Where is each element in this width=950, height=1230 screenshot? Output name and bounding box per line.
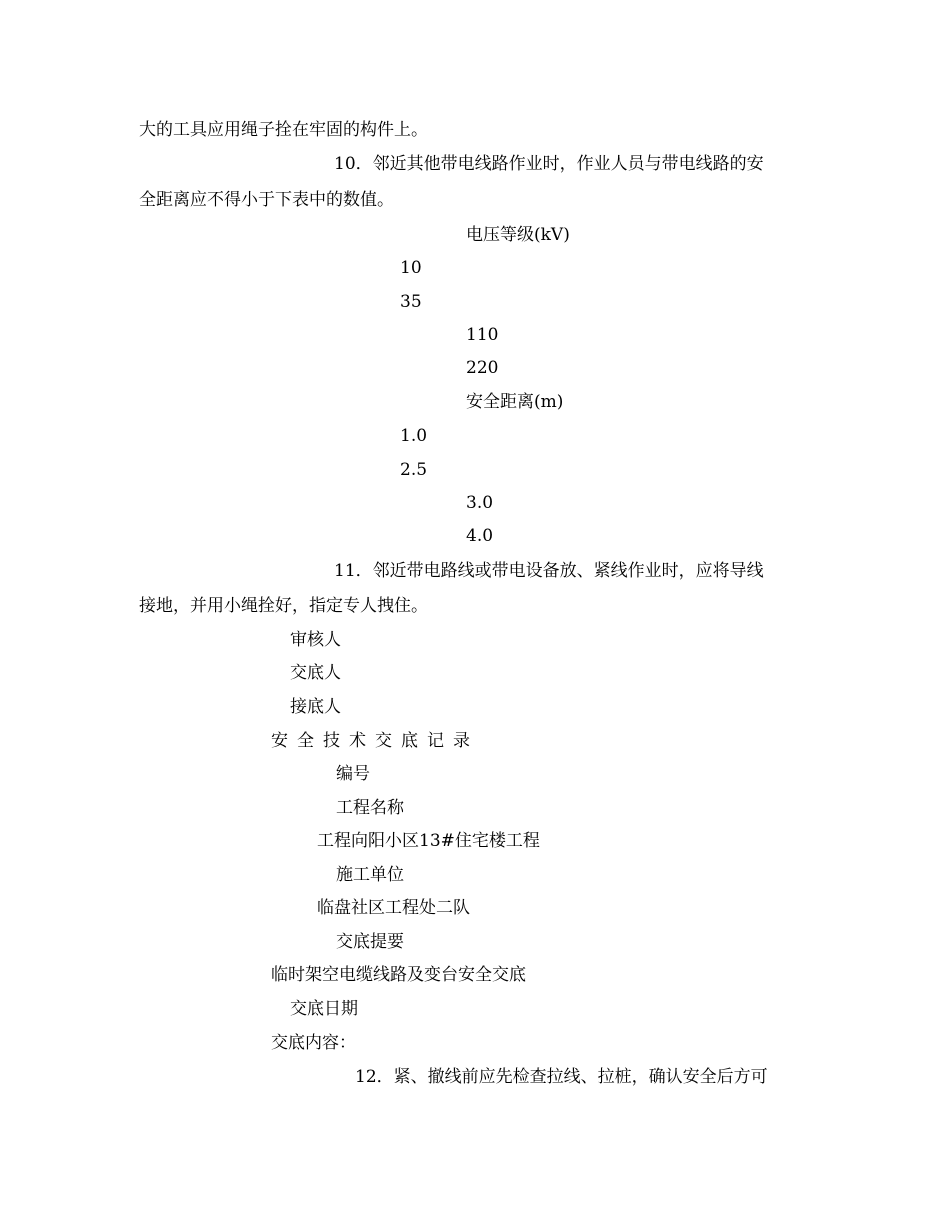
- record-title: 安全技术交底记录: [271, 731, 479, 751]
- item-10-line-1: 10．邻近其他带电线路作业时，作业人员与带电线路的安: [334, 154, 764, 174]
- date-label: 交底日期: [290, 999, 358, 1019]
- distance-value: 1.0: [400, 426, 428, 446]
- distance-header: 安全距离(m): [466, 392, 564, 412]
- paragraph-tail: 大的工具应用绳子拴在牢固的构件上。: [139, 120, 428, 140]
- reviewer-label: 审核人: [290, 630, 341, 650]
- voltage-value: 35: [400, 292, 422, 312]
- distance-value: 3.0: [466, 493, 494, 513]
- contractor-label: 施工单位: [336, 865, 404, 885]
- presenter-label: 交底人: [290, 663, 341, 683]
- project-name-value: 工程向阳小区13#住宅楼工程: [317, 831, 540, 851]
- distance-value: 2.5: [400, 460, 428, 480]
- voltage-value: 110: [466, 325, 499, 345]
- summary-label: 交底提要: [336, 932, 404, 952]
- number-label: 编号: [336, 764, 370, 784]
- receiver-label: 接底人: [290, 697, 341, 717]
- item-11-line-1: 11．邻近带电路线或带电设备放、紧线作业时，应将导线: [334, 561, 764, 581]
- project-name-label: 工程名称: [336, 798, 404, 818]
- voltage-value: 10: [400, 258, 422, 278]
- item-12-line-1: 12．紧、撤线前应先检查拉线、拉桩，确认安全后方可: [355, 1067, 768, 1087]
- voltage-header: 电压等级(kV): [466, 225, 570, 245]
- content-label: 交底内容：: [271, 1033, 356, 1053]
- item-11-line-2: 接地，并用小绳拴好，指定专人拽住。: [139, 596, 428, 616]
- distance-value: 4.0: [466, 526, 494, 546]
- voltage-value: 220: [466, 358, 499, 378]
- summary-value: 临时架空电缆线路及变台安全交底: [271, 965, 526, 985]
- item-10-line-2: 全距离应不得小于下表中的数值。: [139, 190, 394, 210]
- contractor-value: 临盘社区工程处二队: [317, 898, 470, 918]
